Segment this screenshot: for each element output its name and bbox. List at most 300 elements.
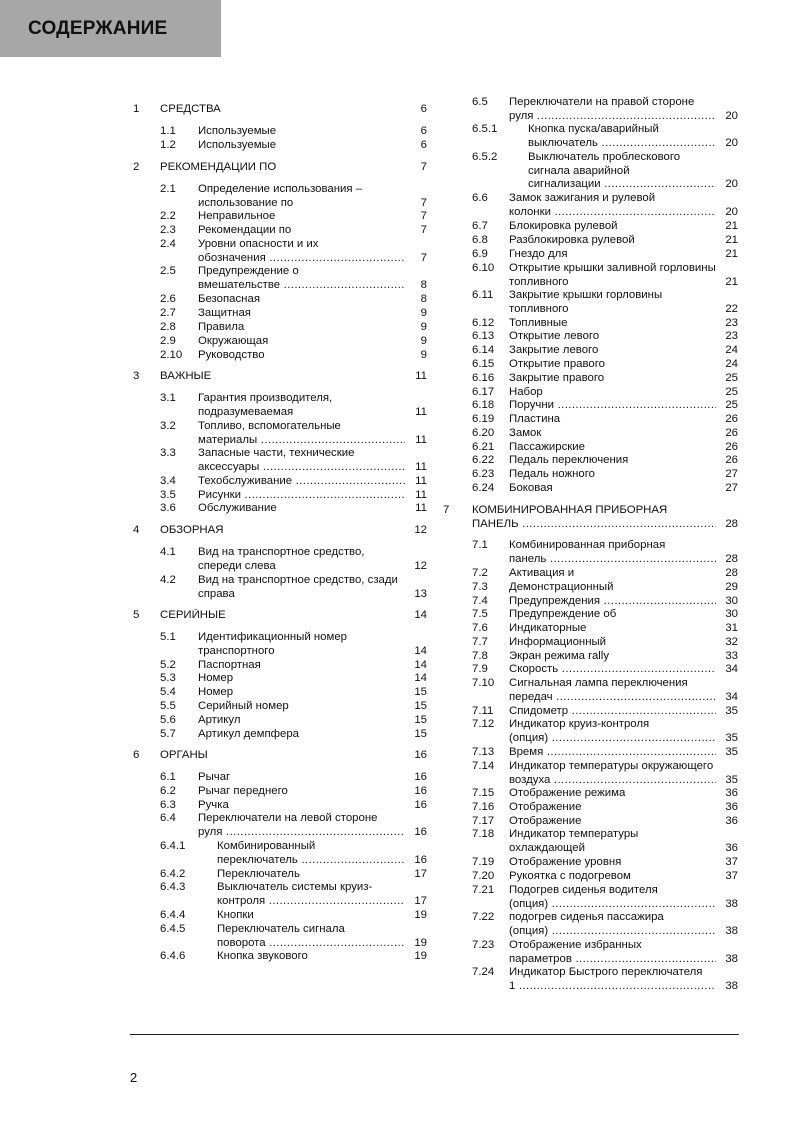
toc-entry[interactable] bbox=[160, 840, 427, 867]
toc-entry-title: Окружающая ..... bbox=[198, 335, 405, 349]
toc-entry-page: 9 bbox=[420, 307, 427, 319]
toc-entry[interactable] bbox=[472, 289, 738, 316]
toc-entry-number: 6.16 bbox=[472, 372, 495, 384]
toc-entry-title: СРЕДСТВА ..... bbox=[160, 103, 405, 117]
toc-entry-page: 14 bbox=[414, 672, 427, 684]
toc-entry[interactable] bbox=[472, 911, 738, 938]
toc-entry-page: 24 bbox=[725, 358, 738, 370]
toc-entry-page: 27 bbox=[725, 482, 738, 494]
toc-entry-title: Выключатель проблескового сигнала аварийной сигнализации ..... bbox=[528, 151, 716, 192]
toc-entry-title: Спидометр ..... bbox=[509, 705, 716, 719]
toc-entry[interactable] bbox=[160, 728, 427, 742]
toc-entry-title: Гарантия производителя, подразумеваемая ..... bbox=[198, 392, 405, 419]
toc-entry-page: 16 bbox=[414, 749, 427, 761]
toc-entry-page: 11 bbox=[415, 433, 427, 446]
toc-entry-number: 5.6 bbox=[160, 714, 176, 726]
toc-entry-title: СЕРИЙНЫЕ ..... bbox=[160, 609, 405, 623]
toc-entry-number: 7.19 bbox=[472, 856, 495, 868]
toc-entry-title: ОБЗОРНАЯ ..... bbox=[160, 524, 405, 538]
toc-entry-page: 11 bbox=[415, 502, 427, 514]
toc-entry-page: 9 bbox=[420, 349, 427, 361]
toc-entry-title: Определение использования – использование по ..... bbox=[198, 183, 405, 210]
toc-entry-page: 16 bbox=[414, 853, 427, 866]
toc-section[interactable] bbox=[133, 161, 427, 175]
toc-entry[interactable] bbox=[472, 372, 738, 386]
toc-entry-title: Закрытие правого ..... bbox=[509, 372, 716, 386]
toc-entry[interactable] bbox=[160, 631, 427, 658]
toc-entry-page: 20 bbox=[725, 109, 738, 122]
toc-entry[interactable] bbox=[160, 265, 427, 292]
toc-entry-page: 11 bbox=[415, 405, 427, 418]
toc-entry[interactable] bbox=[472, 705, 738, 719]
toc-entry[interactable] bbox=[472, 123, 738, 150]
toc-entry-number: 1 bbox=[133, 103, 140, 115]
toc-entry-title: Запасные части, технические аксессуары ..... bbox=[198, 447, 405, 474]
toc-entry[interactable] bbox=[160, 771, 427, 785]
toc-entry[interactable] bbox=[472, 622, 738, 636]
toc-entry[interactable] bbox=[160, 799, 427, 813]
toc-entry-title: Серийный номер ..... bbox=[198, 700, 405, 714]
toc-entry-number: 5.1 bbox=[160, 631, 176, 643]
toc-entry-page: 7 bbox=[420, 196, 427, 209]
toc-entry[interactable] bbox=[472, 595, 738, 609]
toc-entry-page: 34 bbox=[725, 690, 738, 703]
toc-entry-title: Педаль ножного ..... bbox=[509, 468, 716, 482]
toc-entry-number: 6.5.2 bbox=[472, 151, 498, 163]
toc-entry-title: КОМБИНИРОВАННАЯ ПРИБОРНАЯ ПАНЕЛЬ ..... bbox=[472, 504, 716, 531]
toc-entry[interactable] bbox=[160, 700, 427, 714]
toc-entry[interactable] bbox=[472, 760, 738, 787]
toc-entry[interactable] bbox=[160, 447, 427, 474]
toc-entry-page: 20 bbox=[725, 205, 738, 218]
toc-entry-title: Топливо, вспомогательные материалы ..... bbox=[198, 420, 405, 447]
toc-entry[interactable] bbox=[160, 868, 427, 882]
toc-entry-title: Используемые ..... bbox=[198, 139, 405, 153]
toc-entry-title: Разблокировка рулевой ..... bbox=[509, 234, 716, 248]
toc-entry-page: 11 bbox=[415, 475, 427, 487]
toc-entry-number: 6.22 bbox=[472, 454, 495, 466]
toc-entry-page: 11 bbox=[415, 460, 427, 473]
toc-entry[interactable] bbox=[160, 224, 427, 238]
toc-entry[interactable] bbox=[472, 746, 738, 760]
toc-entry-title: ВАЖНЫЕ ..... bbox=[160, 370, 405, 384]
toc-entry-page: 6 bbox=[420, 139, 427, 151]
toc-entry-number: 7.8 bbox=[472, 650, 488, 662]
toc-entry[interactable] bbox=[472, 482, 738, 496]
toc-entry-page: 27 bbox=[725, 468, 738, 480]
toc-entry[interactable] bbox=[472, 151, 738, 192]
toc-entry-number: 2.10 bbox=[160, 349, 183, 361]
toc-entry[interactable] bbox=[160, 881, 427, 908]
toc-entry-number: 7.20 bbox=[472, 870, 495, 882]
toc-entry-title: Сигнальная лампа переключения передач ..... bbox=[509, 677, 716, 704]
toc-entry-title: Активация и ..... bbox=[509, 567, 716, 581]
toc-entry-page: 6 bbox=[420, 125, 427, 137]
toc-entry-number: 7.7 bbox=[472, 636, 488, 648]
toc-entry-page: 19 bbox=[414, 950, 427, 962]
toc-entry-title: Педаль переключения ..... bbox=[509, 454, 716, 468]
toc-entry-number: 6.4.6 bbox=[160, 950, 186, 962]
toc-entry-number: 6.18 bbox=[472, 399, 495, 411]
toc-entry-title: Переключатель ..... bbox=[217, 868, 405, 882]
toc-entry-title: Замок зажигания и рулевой колонки ..... bbox=[509, 192, 716, 219]
toc-entry-title: Комбинированная приборная панель ..... bbox=[509, 539, 716, 566]
toc-entry[interactable] bbox=[160, 349, 427, 363]
toc-entry-page: 36 bbox=[725, 815, 738, 827]
toc-entry[interactable] bbox=[472, 220, 738, 234]
toc-entry[interactable] bbox=[472, 884, 738, 911]
toc-entry-title: Рычаг переднего ..... bbox=[198, 785, 405, 799]
toc-entry-number: 7.14 bbox=[472, 760, 495, 772]
toc-entry[interactable] bbox=[472, 636, 738, 650]
toc-entry[interactable] bbox=[160, 238, 427, 265]
toc-entry[interactable] bbox=[160, 659, 427, 673]
toc-entry[interactable] bbox=[160, 785, 427, 799]
toc-entry-title: Скорость ..... bbox=[509, 663, 716, 677]
toc-entry-page: 15 bbox=[414, 686, 427, 698]
toc-entry-page: 38 bbox=[725, 924, 738, 937]
toc-entry[interactable] bbox=[472, 870, 738, 884]
toc-entry-title: Отображение уровня ..... bbox=[509, 856, 716, 870]
toc-entry[interactable] bbox=[160, 335, 427, 349]
toc-entry-title: Индикатор температуры охлаждающей ..... bbox=[509, 828, 716, 855]
toc-entry[interactable] bbox=[160, 686, 427, 700]
toc-entry-number: 7.1 bbox=[472, 539, 488, 551]
toc-entry-number: 6.2 bbox=[160, 785, 176, 797]
toc-entry-number: 1.2 bbox=[160, 139, 176, 151]
toc-entry[interactable] bbox=[472, 539, 738, 566]
toc-entry-number: 6.4 bbox=[160, 812, 176, 824]
toc-entry-number: 7.16 bbox=[472, 801, 495, 813]
toc-entry[interactable] bbox=[160, 210, 427, 224]
toc-entry-number: 2.7 bbox=[160, 307, 176, 319]
toc-entry-number: 2.8 bbox=[160, 321, 176, 333]
toc-entry[interactable] bbox=[472, 801, 738, 815]
toc-entry[interactable] bbox=[472, 608, 738, 622]
toc-entry[interactable] bbox=[472, 358, 738, 372]
toc-entry-title: Переключатель сигнала поворота ..... bbox=[217, 923, 405, 950]
toc-entry[interactable] bbox=[472, 454, 738, 468]
toc-entry-number: 6.19 bbox=[472, 413, 495, 425]
toc-entry-page: 9 bbox=[420, 321, 427, 333]
toc-entry-page: 11 bbox=[415, 489, 427, 501]
toc-entry[interactable] bbox=[160, 909, 427, 923]
toc-section[interactable] bbox=[443, 504, 738, 531]
toc-entry[interactable] bbox=[472, 262, 738, 289]
toc-entry-number: 7.10 bbox=[472, 677, 495, 689]
toc-entry[interactable] bbox=[472, 96, 738, 123]
toc-entry-page: 20 bbox=[725, 136, 738, 149]
toc-entry-number: 2.1 bbox=[160, 183, 176, 195]
toc-entry[interactable] bbox=[160, 475, 427, 489]
toc-entry-title: Набор ..... bbox=[509, 386, 716, 400]
toc-entry-title: Пластина ..... bbox=[509, 413, 716, 427]
toc-entry[interactable] bbox=[472, 413, 738, 427]
toc-entry[interactable] bbox=[472, 650, 738, 664]
toc-entry-page: 24 bbox=[725, 344, 738, 356]
toc-entry-number: 5.2 bbox=[160, 659, 176, 671]
toc-entry-page: 26 bbox=[725, 454, 738, 466]
toc-entry-number: 7.23 bbox=[472, 939, 495, 951]
toc-entry-title: Переключатели на правой стороне руля ..... bbox=[509, 96, 716, 123]
toc-entry-number: 7.15 bbox=[472, 787, 495, 799]
toc-entry-number: 6.4.4 bbox=[160, 909, 186, 921]
toc-entry-title: Кнопка пуска/аварийный выключатель ..... bbox=[528, 123, 716, 150]
toc-entry-page: 30 bbox=[725, 595, 738, 607]
toc-entry-title: Артикул демпфера ..... bbox=[198, 728, 405, 742]
toc-entry[interactable] bbox=[472, 581, 738, 595]
toc-entry-title: Гнездо для ..... bbox=[509, 248, 716, 262]
toc-entry-number: 6.11 bbox=[472, 289, 494, 301]
toc-entry-page: 34 bbox=[725, 663, 738, 675]
toc-entry-title: Переключатели на левой стороне руля ..... bbox=[198, 812, 405, 839]
toc-entry-number: 2.4 bbox=[160, 238, 176, 250]
toc-entry[interactable] bbox=[472, 399, 738, 413]
toc-entry-title: Индикаторные ..... bbox=[509, 622, 716, 636]
toc-entry[interactable] bbox=[160, 392, 427, 419]
toc-entry-title: Отображение ..... bbox=[509, 801, 716, 815]
toc-entry-page: 28 bbox=[725, 517, 738, 530]
toc-entry-number: 7.22 bbox=[472, 911, 495, 923]
toc-entry-number: 6.4.5 bbox=[160, 923, 186, 935]
toc-entry-page: 20 bbox=[725, 178, 738, 191]
toc-entry-title: РЕКОМЕНДАЦИИ ПО ..... bbox=[160, 161, 405, 175]
toc-entry[interactable] bbox=[472, 677, 738, 704]
toc-entry-number: 7.17 bbox=[472, 815, 495, 827]
toc-entry[interactable] bbox=[472, 192, 738, 219]
toc-entry[interactable] bbox=[160, 183, 427, 210]
toc-entry-number: 3.1 bbox=[160, 392, 176, 404]
toc-entry-number: 3.2 bbox=[160, 420, 176, 432]
toc-entry[interactable] bbox=[472, 330, 738, 344]
toc-entry-number: 6 bbox=[133, 749, 140, 761]
toc-entry[interactable] bbox=[160, 950, 427, 964]
toc-entry-number: 6.5.1 bbox=[472, 123, 498, 135]
header-banner bbox=[0, 0, 221, 57]
toc-entry[interactable] bbox=[160, 923, 427, 950]
toc-section[interactable] bbox=[133, 749, 427, 763]
page-title: СОДЕРЖАНИЕ bbox=[28, 17, 168, 39]
toc-entry[interactable] bbox=[472, 939, 738, 966]
toc-entry-title: Открытие левого ..... bbox=[509, 330, 716, 344]
toc-entry-page: 25 bbox=[725, 372, 738, 384]
toc-entry-number: 3.6 bbox=[160, 502, 176, 514]
toc-entry-number: 6.4.1 bbox=[160, 840, 186, 852]
toc-entry[interactable] bbox=[160, 125, 427, 139]
toc-entry-page: 38 bbox=[725, 952, 738, 965]
toc-entry-page: 26 bbox=[725, 441, 738, 453]
toc-entry-title: Открытие правого ..... bbox=[509, 358, 716, 372]
toc-entry-title: Комбинированный переключатель ..... bbox=[217, 840, 405, 867]
toc-entry-page: 35 bbox=[725, 773, 738, 786]
toc-entry-title: Топливные ..... bbox=[509, 317, 716, 331]
toc-entry-title: Демонстрационный ..... bbox=[509, 581, 716, 595]
toc-entry[interactable] bbox=[472, 663, 738, 677]
toc-entry-number: 7.6 bbox=[472, 622, 488, 634]
toc-entry[interactable] bbox=[472, 966, 738, 993]
toc-entry[interactable] bbox=[472, 815, 738, 829]
toc-entry-number: 6.1 bbox=[160, 771, 176, 783]
toc-entry-page: 32 bbox=[725, 636, 738, 648]
toc-entry[interactable] bbox=[160, 139, 427, 153]
toc-entry-page: 21 bbox=[725, 275, 738, 288]
toc-entry-page: 35 bbox=[725, 731, 738, 744]
toc-entry-page: 14 bbox=[414, 659, 427, 671]
toc-section[interactable] bbox=[133, 609, 427, 623]
toc-entry-page: 35 bbox=[725, 746, 738, 758]
toc-entry-number: 5.3 bbox=[160, 672, 176, 684]
footer-divider bbox=[130, 1034, 739, 1035]
toc-entry-number: 5.4 bbox=[160, 686, 176, 698]
toc-entry-title: Информационный ..... bbox=[509, 636, 716, 650]
toc-entry-page: 19 bbox=[414, 936, 427, 949]
toc-entry-title: Предупреждения ..... bbox=[509, 595, 716, 609]
toc-entry-number: 7.5 bbox=[472, 608, 488, 620]
toc-entry-page: 28 bbox=[725, 567, 738, 579]
toc-entry-number: 6.5 bbox=[472, 96, 488, 108]
toc-entry-number: 7 bbox=[443, 504, 450, 516]
toc-entry-page: 14 bbox=[414, 644, 427, 657]
toc-entry-page: 12 bbox=[414, 559, 427, 572]
toc-entry-number: 6.4.2 bbox=[160, 868, 186, 880]
toc-entry-page: 37 bbox=[725, 870, 738, 882]
toc-entry-page: 13 bbox=[414, 587, 427, 600]
toc-entry-number: 7.2 bbox=[472, 567, 488, 579]
toc-entry[interactable] bbox=[472, 248, 738, 262]
toc-entry-page: 16 bbox=[414, 799, 427, 811]
toc-entry[interactable] bbox=[160, 420, 427, 447]
toc-entry[interactable] bbox=[472, 441, 738, 455]
toc-entry[interactable] bbox=[472, 386, 738, 400]
toc-entry-number: 7.4 bbox=[472, 595, 488, 607]
toc-entry-page: 8 bbox=[420, 278, 427, 291]
toc-entry[interactable] bbox=[160, 672, 427, 686]
toc-entry[interactable] bbox=[160, 502, 427, 516]
toc-entry[interactable] bbox=[472, 317, 738, 331]
toc-entry-number: 7.18 bbox=[472, 828, 495, 840]
toc-entry-title: Индикатор Быстрого переключателя 1 ..... bbox=[509, 966, 716, 993]
toc-entry-title: Паспортная ..... bbox=[198, 659, 405, 673]
toc-entry-page: 8 bbox=[420, 293, 427, 305]
toc-entry-number: 6.15 bbox=[472, 358, 495, 370]
toc-section[interactable] bbox=[133, 370, 427, 384]
toc-entry-page: 29 bbox=[725, 581, 738, 593]
toc-entry-title: Кнопки ..... bbox=[217, 909, 405, 923]
toc-entry-number: 2.9 bbox=[160, 335, 176, 347]
toc-entry-number: 6.14 bbox=[472, 344, 495, 356]
toc-entry-number: 6.17 bbox=[472, 386, 495, 398]
toc-entry-number: 6.21 bbox=[472, 441, 495, 453]
toc-entry-page: 21 bbox=[725, 234, 738, 246]
toc-entry-page: 17 bbox=[414, 894, 427, 907]
toc-entry-number: 6.6 bbox=[472, 192, 488, 204]
toc-entry-title: Вид на транспортное средство, сзади справа ..... bbox=[198, 574, 405, 601]
toc-entry[interactable] bbox=[160, 321, 427, 335]
toc-entry-page: 15 bbox=[414, 728, 427, 740]
toc-entry-page: 7 bbox=[420, 251, 427, 264]
toc-entry-page: 15 bbox=[414, 714, 427, 726]
toc-entry-title: Рекомендации по ..... bbox=[198, 224, 405, 238]
toc-entry-title: Выключатель системы круиз-контроля ..... bbox=[217, 881, 405, 908]
toc-entry-page: 23 bbox=[725, 330, 738, 342]
toc-entry[interactable] bbox=[160, 574, 427, 601]
toc-entry[interactable] bbox=[160, 546, 427, 573]
toc-entry-number: 7.21 bbox=[472, 884, 495, 896]
page-number: 2 bbox=[130, 1070, 138, 1085]
toc-entry-page: 22 bbox=[725, 302, 738, 315]
toc-entry[interactable] bbox=[472, 468, 738, 482]
toc-entry-title: Индикатор температуры окружающего воздуха ..... bbox=[509, 760, 716, 787]
toc-entry[interactable] bbox=[160, 307, 427, 321]
toc-entry-number: 6.24 bbox=[472, 482, 495, 494]
toc-entry-page: 37 bbox=[725, 856, 738, 868]
toc-entry-number: 4.2 bbox=[160, 574, 176, 586]
toc-entry-number: 7.3 bbox=[472, 581, 488, 593]
toc-entry-page: 15 bbox=[414, 700, 427, 712]
toc-entry-page: 38 bbox=[725, 897, 738, 910]
toc-entry-title: Артикул ..... bbox=[198, 714, 405, 728]
toc-entry[interactable] bbox=[472, 234, 738, 248]
toc-entry[interactable] bbox=[472, 567, 738, 581]
toc-entry[interactable] bbox=[160, 812, 427, 839]
toc-entry[interactable] bbox=[160, 714, 427, 728]
toc-entry-title: Пассажирские ..... bbox=[509, 441, 716, 455]
toc-entry-number: 3.4 bbox=[160, 475, 176, 487]
toc-entry-number: 7.24 bbox=[472, 966, 495, 978]
toc-entry-number: 2.6 bbox=[160, 293, 176, 305]
toc-section[interactable] bbox=[133, 524, 427, 538]
toc-entry-title: Используемые ..... bbox=[198, 125, 405, 139]
toc-section[interactable] bbox=[133, 103, 427, 117]
toc-entry-page: 36 bbox=[725, 841, 738, 854]
toc-entry[interactable] bbox=[472, 427, 738, 441]
toc-entry-page: 31 bbox=[725, 622, 738, 634]
toc-entry-page: 16 bbox=[414, 771, 427, 783]
toc-entry-title: Уровни опасности и их обозначения ..... bbox=[198, 238, 405, 265]
toc-entry-number: 2 bbox=[133, 161, 140, 173]
toc-entry-title: Закрытие левого ..... bbox=[509, 344, 716, 358]
toc-entry[interactable] bbox=[472, 828, 738, 855]
toc-entry-title: Правила ..... bbox=[198, 321, 405, 335]
toc-entry-title: Открытие крышки заливной горловины топливного ..... bbox=[509, 262, 716, 289]
toc-entry-number: 4.1 bbox=[160, 546, 176, 558]
toc-entry-number: 6.8 bbox=[472, 234, 488, 246]
toc-entry-number: 2.3 bbox=[160, 224, 176, 236]
toc-entry[interactable] bbox=[160, 293, 427, 307]
toc-entry-number: 5 bbox=[133, 609, 140, 621]
toc-entry-number: 2.5 bbox=[160, 265, 176, 277]
toc-entry-title: Безопасная ..... bbox=[198, 293, 405, 307]
toc-entry-title: Обслуживание ..... bbox=[198, 502, 405, 516]
toc-entry-title: Защитная ..... bbox=[198, 307, 405, 321]
toc-entry-title: Идентификационный номер транспортного ..... bbox=[198, 631, 405, 658]
toc-entry-number: 6.12 bbox=[472, 317, 495, 329]
toc-entry[interactable] bbox=[472, 856, 738, 870]
toc-entry-number: 5.7 bbox=[160, 728, 176, 740]
toc-entry-page: 7 bbox=[420, 161, 427, 173]
toc-entry-page: 7 bbox=[420, 224, 427, 236]
toc-entry-title: Отображение ..... bbox=[509, 815, 716, 829]
toc-entry[interactable] bbox=[472, 787, 738, 801]
toc-entry-title: Техобслуживание ..... bbox=[198, 475, 405, 489]
toc-entry-title: подогрев сиденья пассажира (опция) ..... bbox=[509, 911, 716, 938]
toc-entry[interactable] bbox=[472, 718, 738, 745]
toc-entry[interactable] bbox=[472, 344, 738, 358]
toc-entry-page: 25 bbox=[725, 399, 738, 411]
toc-entry-page: 11 bbox=[415, 370, 427, 382]
toc-entry[interactable] bbox=[160, 489, 427, 503]
toc-entry-page: 16 bbox=[414, 785, 427, 797]
